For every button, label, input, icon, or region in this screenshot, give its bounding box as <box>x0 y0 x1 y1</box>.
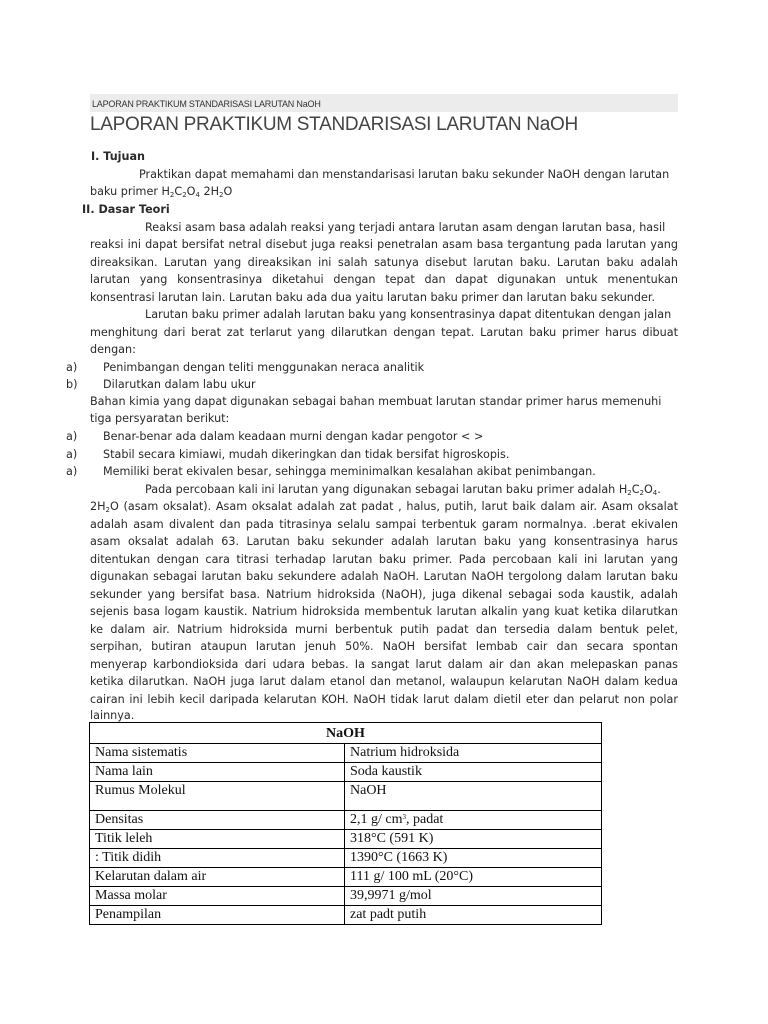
paragraph-line: lainnya. <box>90 709 135 722</box>
paragraph-line: dengan: <box>90 343 136 356</box>
table-row <box>90 782 602 811</box>
table-cell-value: 2,1 g/ $cm^3$, padat <box>345 811 602 830</box>
table-cell-value: 318°C (591 K) <box>345 830 602 849</box>
table-row <box>90 763 602 782</box>
paragraph-line: cairan ini lebih kecil daripada kelarutan KOH. NaOH tidak larut dalam dietil eter dan pelarut non polar <box>90 693 678 706</box>
paragraph-line: Bahan kimia yang dapat digunakan sebagai bahan membuat larutan standar primer harus memenuhi <box>90 395 662 408</box>
table-cell-value: 39,9971 g/mol <box>345 887 602 906</box>
table-cell-value: NaOH <box>345 782 602 811</box>
section-heading-dasar-teori: II. Dasar Teori <box>82 203 170 216</box>
table-header-row <box>90 723 602 744</box>
table-cell-value: Soda kaustik <box>345 763 602 782</box>
paragraph-line: tiga persyaratan berikut: <box>90 412 230 425</box>
table-header: NaOH <box>90 723 602 744</box>
paragraph-line: konsentrasi larutan lain. Larutan baku ada dua yaitu larutan baku primer dan larutan baku sekunder. <box>90 291 656 304</box>
table-row <box>90 830 602 849</box>
paragraph-line: ditentukan dengan cara titrasi terhadap larutan baku primer. Pada percobaan kali ini larutan yang <box>90 553 678 566</box>
paragraph-line: serpihan, butiran ataupun larutan jenuh 50%. NaOH bersifat lembab cair dan secara spontan <box>90 640 678 653</box>
paragraph-line: larutan yang konsentrasinya diketahui dengan tepat dan dapat digunakan untuk menentukan <box>90 273 678 286</box>
table-cell-label: Penampilan <box>90 906 345 925</box>
table-cell-label: Massa molar <box>90 887 345 906</box>
paragraph-line: Reaksi asam basa adalah reaksi yang terjadi antara larutan asam dengan larutan basa, hasil <box>145 221 666 234</box>
table-cell-label: Densitas <box>90 811 345 830</box>
paragraph-line: sekunder yang bersifat basa. Natrium hidroksida (NaOH), juga dikenal sebagai soda kaustik, adalah <box>90 588 678 601</box>
paragraph-line: adalah asam divalent dan pada titrasinya selalu sampai terbentuk garam normalnya. .berat ekivalen <box>90 518 678 531</box>
table-row <box>90 744 602 763</box>
table-row <box>90 887 602 906</box>
table-cell-value: 1390°C (1663 K) <box>345 849 602 868</box>
table-cell-value: 111 g/ 100 mL (20°C) <box>345 868 602 887</box>
table-row <box>90 906 602 925</box>
page-title: LAPORAN PRAKTIKUM STANDARISASI LARUTAN NaOH <box>90 114 578 135</box>
list-item: Benar-benar ada dalam keadaan murni dengan kadar pengotor < > <box>103 430 484 443</box>
table-cell-label: Titik leleh <box>90 830 345 849</box>
list-item: Dilarutkan dalam labu ukur <box>103 378 256 391</box>
table-cell-label: Nama sistematis <box>90 744 345 763</box>
list-marker: a) <box>66 430 78 443</box>
table-row <box>90 849 602 868</box>
table-cell-label: : Titik didih <box>90 849 345 868</box>
naoh-properties-table <box>89 722 602 925</box>
paragraph-line: digunakan sebagai larutan baku sekundere adalah NaOH. Larutan NaOH tergolong dalam larutan baku <box>90 570 678 583</box>
table-cell-value: Natrium hidroksida <box>345 744 602 763</box>
table-cell-label: Kelarutan dalam air <box>90 868 345 887</box>
table-cell-label: Nama lain <box>90 763 345 782</box>
section-heading-tujuan: I. Tujuan <box>91 150 145 163</box>
paragraph-line: ke dalam air. Natrium hidroksida murni berbentuk putih padat dan tersedia dalam bentuk pelet, <box>90 623 678 636</box>
list-item: Memiliki berat ekivalen besar, sehingga meminimalkan kesalahan akibat penimbangan. <box>103 465 596 478</box>
list-marker: a) <box>66 465 78 478</box>
paragraph-line: reaksi ini dapat bersifat netral disebut juga reaksi penetralan asam basa tergantung pada larutan yang <box>90 238 678 251</box>
tujuan-line-2: baku primer $H_2C_2O_4$ $2H_2O$ <box>90 185 233 199</box>
paragraph-line: menghitung dari berat zat terlarut yang dilarutkan dengan tepat. Larutan baku primer harus dibuat <box>90 326 678 339</box>
paragraph-line: $2H_2O$ (asam oksalat). Asam oksalat adalah zat padat , halus, putih, larut baik dalam air. Asam oksalat <box>90 500 678 514</box>
table-row <box>90 868 602 887</box>
paragraph-line: Pada percobaan kali ini larutan yang digunakan sebagai larutan baku primer adalah $H_2C_2O_4$. <box>145 483 661 497</box>
paragraph-line: asam oksalat adalah 63. Larutan baku sekunder adalah larutan baku yang konsentrasinya harus <box>90 535 678 548</box>
table-cell-value: zat padt putih <box>345 906 602 925</box>
paragraph-line: sejenis basa logam kaustik. Natrium hidroksida membentuk larutan alkalin yang kuat ketika dilarutkan <box>90 605 678 618</box>
table-cell-label: Rumus Molekul <box>90 782 345 811</box>
list-marker: b) <box>66 378 78 391</box>
list-item: Stabil secara kimiawi, mudah dikeringkan dan tidak bersifat higroskopis. <box>103 448 510 461</box>
paragraph-line: ketika dilarutkan. NaOH juga larut dalam etanol dan metanol, walaupun kelarutan NaOH dalam kedua <box>90 675 678 688</box>
list-marker: a) <box>66 448 78 461</box>
paragraph-line: Larutan baku primer adalah larutan baku yang konsentrasinya dapat ditentukan dengan jalan <box>145 308 672 321</box>
tujuan-line-1: Praktikan dapat memahami dan menstandarisasi larutan baku sekunder NaOH dengan larutan <box>139 168 670 181</box>
running-header: LAPORAN PRAKTIKUM STANDARISASI LARUTAN NaOH <box>92 99 321 109</box>
table-row <box>90 811 602 830</box>
paragraph-line: direaksikan. Larutan yang direaksikan ini salah satunya disebut larutan baku. Larutan baku adalah <box>90 256 678 269</box>
list-marker: a) <box>66 361 78 374</box>
list-item: Penimbangan dengan teliti menggunakan neraca analitik <box>103 361 425 374</box>
paragraph-line: menyerap karbondioksida dari udara bebas. Ia sangat larut dalam air dan akan melepaskan panas <box>90 658 678 671</box>
